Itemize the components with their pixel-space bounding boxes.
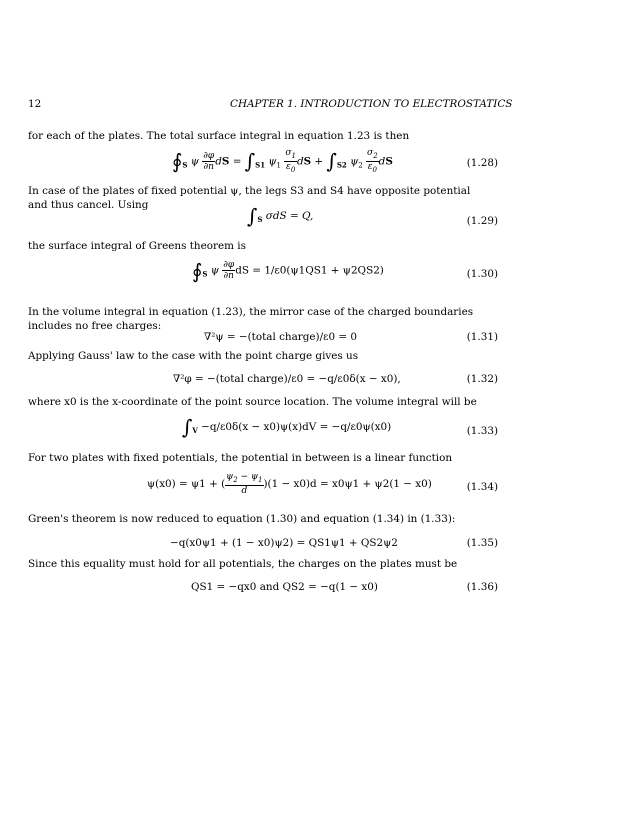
page-number: 12 (28, 98, 42, 110)
equation-1-33-text: −q/ε0δ(x − x0)ψ(x)dV = −q/ε0ψ(x0) (201, 421, 392, 433)
equation-1-30-rhs: dS = 1/ε0(ψ1QS1 + ψ2QS2) (235, 264, 384, 277)
paragraph-2: In case of the plates of fixed potential ψ, the legs S3 and S4 have opposite potential and thus cancel. Using (28, 185, 471, 211)
paragraph-8: Green's theorem is now reduced to equation (1.30) and equation (1.34) in (1.33): (28, 513, 456, 525)
paragraph-4: In the volume integral in equation (1.23), the mirror case of the charged boundaries includes no free charges: (28, 306, 474, 332)
equation-number-1-32: (1.32) (466, 373, 498, 385)
equation-number-1-29: (1.29) (466, 215, 498, 227)
equation-1-34-lhs: ψ(x0) = ψ1 + ( (147, 477, 226, 490)
equation-1-29-text: σdS = Q, (265, 210, 314, 222)
paragraph-1: for each of the plates. The total surface integral in equation 1.23 is then (28, 130, 410, 142)
equation-1-34-rhs: )(1 − x0)d = x0ψ1 + ψ2(1 − x0) (263, 477, 432, 490)
equation-1-31: ∇²ψ = −(total charge)/ε0 = 0 (204, 331, 358, 343)
equation-number-1-35: (1.35) (466, 537, 498, 549)
equation-number-1-34: (1.34) (466, 481, 498, 493)
paragraph-6: where x0 is the x-coordinate of the point source location. The volume integral will be (28, 396, 477, 408)
paragraph-9: Since this equality must hold for all potentials, the charges on the plates must be (28, 558, 458, 570)
equation-number-1-31: (1.31) (466, 331, 498, 343)
equation-1-28: $∮_S$ ψ $\frac{\partial\varphi}{\partial n}$ dS = $\int_{S1}$ $\psi_1$ $\frac{\sigma_1}{\varepsilon_0}$ dS + $\int_{S2}$ $\psi_2$ $\frac{\sigma_2}{\varepsilon_0}$ dS (172, 148, 393, 174)
equation-1-32: ∇²φ = −(total charge)/ε0 = −q/ε0δ(x − x0), (173, 373, 401, 385)
paragraph-5: Applying Gauss' law to the case with the point charge gives us (28, 350, 359, 362)
equation-1-34: ψ(x0) = ψ1 + ( $\frac{\psi_2 - \psi_1}{d}$ )(1 − x0)d = x0ψ1 + ψ2(1 − x0) (147, 472, 432, 496)
equation-1-29: $\int_S$ σdS = Q, (247, 204, 314, 228)
equation-number-1-36: (1.36) (466, 581, 498, 593)
equation-number-1-30: (1.30) (466, 268, 498, 280)
paragraph-3: the surface integral of Greens theorem is (28, 240, 246, 252)
equation-1-35: −q(x0ψ1 + (1 − x0)ψ2) = QS1ψ1 + QS2ψ2 (170, 537, 398, 549)
paragraph-7: For two plates with fixed potentials, the potential in between is a linear function (28, 452, 453, 464)
equation-number-1-33: (1.33) (466, 425, 498, 437)
equation-1-33: $\int_V -q/\varepsilon 0\delta(x - x0)\psi(x)dV = -q/\varepsilon 0\psi(x0)$ (182, 415, 392, 439)
equation-1-36: QS1 = −qx0 and QS2 = −q(1 − x0) (191, 581, 378, 593)
chapter-title: CHAPTER 1. INTRODUCTION TO ELECTROSTATICS (230, 98, 513, 110)
equation-number-1-28: (1.28) (466, 157, 498, 169)
equation-1-30: $∮_S$ ψ $\frac{\partial\varphi}{\partial n}$ dS = 1/ε0(ψ1QS1 + ψ2QS2) (192, 258, 384, 283)
